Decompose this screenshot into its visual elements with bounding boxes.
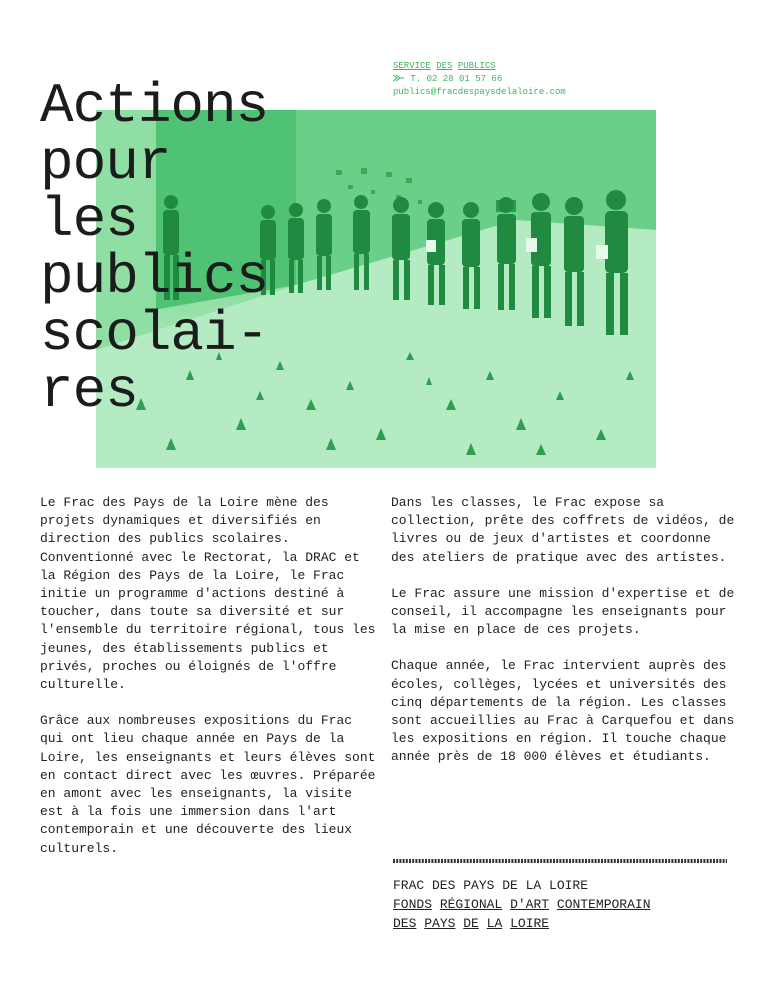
title-line: les: [40, 188, 138, 252]
footer-word: LA: [486, 916, 503, 931]
paragraph: Le Frac assure une mission d'expertise et de conseil, il accompagne les enseignants pour la mise en place de ces projets.: [391, 585, 735, 638]
footer-line-2: [393, 895, 738, 914]
phone-line: [393, 73, 566, 86]
footer-word: ART: [525, 897, 550, 912]
paragraph: Dans les classes, le Frac expose sa collection, prête des coffrets de vidéos, de livres ou de jeux d'artistes et coordonne des ateliers de pratique avec des artistes.: [391, 495, 735, 565]
arrow-phone-icon: [393, 74, 410, 84]
footer-word: DE: [463, 916, 479, 931]
footer-line-3: [393, 914, 738, 933]
paragraph: Grâce aux nombreuses expositions du Frac qui ont lieu chaque année en Pays de la Loire, les enseignants et leurs élèves sont en contact direct avec les œuvres. Préparée en amont avec les enseignants, la visite est à la fois une immersion dans l'art contemporain et une découverte des lieux culturels.: [40, 713, 376, 856]
footer-word: RÉGIONAL: [439, 897, 503, 912]
footer-word: D': [510, 897, 526, 912]
email-link[interactable]: publics@fracdespaysdelaloire.com: [393, 87, 566, 97]
service-word: DES: [436, 61, 453, 71]
page-title: [40, 74, 269, 423]
footer-line-1: FRAC DES PAYS DE LA LOIRE: [393, 878, 589, 893]
service-title: [393, 60, 566, 73]
left-column: [40, 494, 380, 876]
service-word: SERVICE: [393, 61, 431, 71]
title-line: publics: [40, 245, 269, 309]
right-column: [391, 494, 736, 785]
footer-word: FONDS: [393, 897, 433, 912]
footer-word: CONTEMPORAIN: [556, 897, 651, 912]
footer-word: PAYS: [424, 916, 456, 931]
paragraph: Chaque année, le Frac intervient auprès des écoles, collèges, lycées et universités des cinq départements de la région. Les classes sont accueillies au Frac à Carquefou et dans les expositions en région. Il touche chaque année près de 18 000 élèves et étudiants.: [391, 658, 735, 765]
paragraph: Le Frac des Pays de la Loire mène des projets dynamiques et diversifiés en direction des publics scolaires. Conventionné avec le Rectorat, la DRAC et la Région des Pays de la Loire, le Frac initie un programme d'actions destiné à toucher, dans toute sa diversité et sur l'ensemble du territoire régional, tous les jeunes, des établissements publics et privés, proches ou éloignés de l'offre culturelle.: [40, 495, 376, 693]
phone-number: T. 02 28 01 57 66: [410, 74, 503, 84]
title-line: Actions: [40, 74, 269, 138]
title-line: scolai-: [40, 302, 269, 366]
contact-block: [393, 60, 566, 99]
dotted-divider: [393, 857, 727, 865]
footer-word: LOIRE: [510, 916, 550, 931]
footer-word: DES: [393, 916, 417, 931]
service-word: PUBLICS: [457, 61, 496, 71]
frac-footer: [393, 876, 738, 933]
title-line: pour: [40, 131, 171, 195]
title-line: res: [40, 359, 138, 423]
